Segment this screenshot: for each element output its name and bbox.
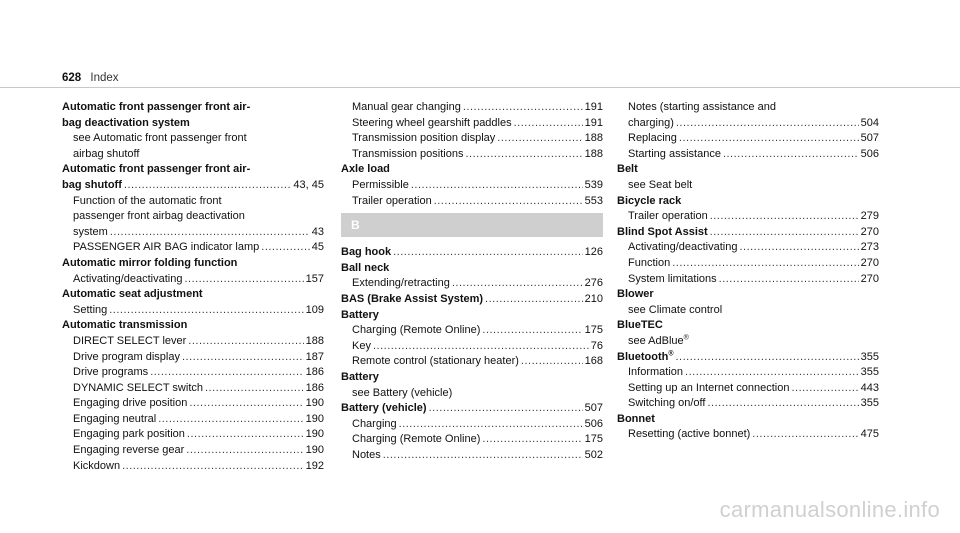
page-ref[interactable]: 43, 45 xyxy=(293,178,324,191)
section-label: Index xyxy=(90,72,119,84)
index-subentry[interactable]: Transmission position display ..... 188 xyxy=(341,131,603,147)
watermark-text: carmanualsonline.info xyxy=(719,497,940,522)
index-column-2 xyxy=(341,100,603,463)
page-ref[interactable]: 157 xyxy=(305,272,324,285)
subentry-list xyxy=(617,131,879,162)
index-entry[interactable]: Bluetooth® ..... 355 xyxy=(617,350,879,366)
subentry-text: Notes (starting assistance and xyxy=(628,101,776,113)
page-ref[interactable]: 188 xyxy=(584,132,603,145)
page-ref[interactable]: 355 xyxy=(860,350,879,363)
index-subentry[interactable]: System limitations ..... 270 xyxy=(617,272,879,288)
index-subentry[interactable]: Engaging reverse gear ..... 190 xyxy=(62,443,324,459)
page-ref[interactable]: 187 xyxy=(305,350,324,363)
index-subentry[interactable]: Trailer operation ..... 279 xyxy=(617,209,879,225)
index-subentry[interactable]: Charging (Remote Online) ..... 175 xyxy=(341,432,603,448)
index-subentry[interactable]: Notes ..... 502 xyxy=(341,448,603,464)
page-ref[interactable]: 210 xyxy=(584,292,603,305)
section-letter-b: B xyxy=(341,213,603,237)
index-subentry[interactable]: Setting ..... 109 xyxy=(62,303,324,319)
subentry-list xyxy=(341,417,603,464)
index-subentry[interactable]: charging) ..... 504 xyxy=(617,116,879,132)
index-subentry[interactable]: Replacing ..... 507 xyxy=(617,131,879,147)
page-ref[interactable]: 502 xyxy=(584,448,603,461)
see-reference: see Automatic front passenger front xyxy=(73,132,247,145)
page-ref[interactable]: 355 xyxy=(860,397,879,410)
index-subentry[interactable]: Engaging drive position ..... 190 xyxy=(62,396,324,412)
page-ref[interactable]: 175 xyxy=(584,433,603,446)
see-reference: see Climate control xyxy=(628,303,723,316)
index-subentry[interactable]: Engaging park position ..... 190 xyxy=(62,427,324,443)
index-subentry[interactable]: Manual gear changing ..... 191 xyxy=(341,100,603,116)
subentry-text: passenger front airbag deactivation xyxy=(73,210,245,223)
index-subentry[interactable]: DIRECT SELECT lever ..... 188 xyxy=(62,334,324,350)
entry-title: bag deactivation system xyxy=(62,116,190,129)
page-ref[interactable]: 126 xyxy=(584,246,603,259)
see-reference: see Battery (vehicle) xyxy=(352,386,453,399)
index-subentry[interactable]: Information ..... 355 xyxy=(617,365,879,381)
subentry-list xyxy=(62,334,324,474)
index-subentry[interactable]: Transmission positions ..... 188 xyxy=(341,147,603,163)
subentry-list xyxy=(341,178,603,209)
page-ref[interactable]: 270 xyxy=(860,272,879,285)
index-column-1 xyxy=(62,100,324,474)
entry-title: Bonnet xyxy=(617,412,655,425)
index-subentry[interactable]: Charging (Remote Online) ..... 175 xyxy=(341,323,603,339)
index-column-3 xyxy=(617,100,879,443)
index-subentry[interactable]: Permissible ..... 539 xyxy=(341,178,603,194)
see-reference: see AdBlue® xyxy=(628,334,689,347)
page-ref[interactable]: 186 xyxy=(305,366,324,379)
index-entry[interactable]: Battery (vehicle) ..... 507 xyxy=(341,401,603,417)
page-ref[interactable]: 186 xyxy=(305,381,324,394)
index-subentry[interactable]: Switching on/off ..... 355 xyxy=(617,396,879,412)
see-reference: see Seat belt xyxy=(628,178,693,191)
index-subentry[interactable]: Function ..... 270 xyxy=(617,256,879,272)
entry-title: Automatic front passenger front air- xyxy=(62,163,251,176)
entry-title: Ball neck xyxy=(341,261,390,274)
entry-title: Automatic seat adjustment xyxy=(62,288,203,301)
index-subentry[interactable]: Activating/deactivating ..... 273 xyxy=(617,240,879,256)
subentry-text: Function of the automatic front xyxy=(73,194,222,207)
index-entry[interactable]: Bag hook ..... 126 xyxy=(341,245,603,261)
entry-title: Automatic mirror folding function xyxy=(62,256,238,269)
index-subentry[interactable]: DYNAMIC SELECT switch ..... 186 xyxy=(62,381,324,397)
index-entry[interactable]: BAS (Brake Assist System) ..... 210 xyxy=(341,292,603,308)
page-ref[interactable]: 109 xyxy=(305,303,324,316)
page-ref[interactable]: 168 xyxy=(584,355,603,368)
page-ref[interactable]: 270 xyxy=(860,256,879,269)
page-ref[interactable]: 273 xyxy=(860,241,879,254)
entry-title: Battery xyxy=(341,370,379,383)
page-ref[interactable]: 506 xyxy=(584,417,603,430)
index-subentry[interactable]: Key ..... 76 xyxy=(341,339,603,355)
page-ref[interactable]: 45 xyxy=(311,241,324,254)
registered-mark: ® xyxy=(683,334,689,342)
entry-title: BlueTEC xyxy=(617,319,663,332)
page-ref[interactable]: 504 xyxy=(860,116,879,129)
index-subentry[interactable]: Drive programs ..... 186 xyxy=(62,365,324,381)
page-ref[interactable]: 475 xyxy=(860,428,879,441)
page-ref[interactable]: 188 xyxy=(584,147,603,160)
page-ref[interactable]: 443 xyxy=(860,381,879,394)
page-ref[interactable]: 190 xyxy=(305,428,324,441)
page-number: 628 xyxy=(62,72,82,84)
page-ref[interactable]: 270 xyxy=(860,225,879,238)
page-ref[interactable]: 191 xyxy=(584,101,603,113)
page-ref[interactable]: 175 xyxy=(584,324,603,337)
see-reference: airbag shutoff xyxy=(73,147,140,160)
page-ref[interactable]: 76 xyxy=(590,339,603,352)
entry-title: Belt xyxy=(617,163,638,176)
entry-title: Blower xyxy=(617,288,654,301)
page-ref[interactable]: 190 xyxy=(305,444,324,457)
subentry-list xyxy=(617,240,879,287)
page-ref[interactable]: 192 xyxy=(305,459,324,472)
page-ref[interactable]: 539 xyxy=(584,178,603,191)
index-subentry[interactable]: Extending/retracting ..... 276 xyxy=(341,276,603,292)
subentry-list xyxy=(617,365,879,412)
index-subentry[interactable]: Resetting (active bonnet) ..... 475 xyxy=(617,427,879,443)
index-subentry[interactable]: Kickdown ..... 192 xyxy=(62,459,324,475)
index-subentry[interactable]: Starting assistance ..... 506 xyxy=(617,147,879,163)
index-subentry[interactable]: PASSENGER AIR BAG indicator lamp ..... 45 xyxy=(62,240,324,256)
page-header xyxy=(62,72,119,84)
entry-title: Axle load xyxy=(341,163,390,176)
header-rule xyxy=(0,87,960,88)
subentry-list xyxy=(341,100,603,162)
index-subentry[interactable]: Steering wheel gearshift paddles ..... 191 xyxy=(341,116,603,132)
page-ref[interactable]: 507 xyxy=(860,132,879,145)
page-ref[interactable]: 190 xyxy=(305,412,324,425)
index-subentry[interactable]: Drive program display ..... 187 xyxy=(62,350,324,366)
page-ref[interactable]: 191 xyxy=(584,116,603,129)
index-subentry[interactable]: system ..... 43 xyxy=(62,225,324,241)
page-ref[interactable]: 276 xyxy=(584,277,603,290)
entry-title: Battery xyxy=(341,308,379,321)
index-subentry[interactable]: Charging ..... 506 xyxy=(341,417,603,433)
page-ref[interactable]: 43 xyxy=(311,225,324,238)
entry-title: Bicycle rack xyxy=(617,194,682,207)
page-ref[interactable]: 355 xyxy=(860,366,879,379)
page-ref[interactable]: 188 xyxy=(305,334,324,347)
index-subentry[interactable]: Engaging neutral ..... 190 xyxy=(62,412,324,428)
entry-title: bag shutoff xyxy=(62,178,122,191)
page-ref[interactable]: 279 xyxy=(860,210,879,223)
entry-title: Automatic front passenger front air- xyxy=(62,101,251,113)
index-subentry[interactable]: Setting up an Internet connection ..... 443 xyxy=(617,381,879,397)
registered-mark: ® xyxy=(668,349,674,357)
entry-title: Automatic transmission xyxy=(62,319,188,332)
index-entry[interactable] xyxy=(62,178,324,194)
page-ref[interactable]: 190 xyxy=(305,397,324,410)
index-subentry[interactable]: Remote control (stationary heater) ..... 168 xyxy=(341,354,603,370)
index-subentry[interactable]: Activating/deactivating ..... 157 xyxy=(62,272,324,288)
index-entry[interactable]: Blind Spot Assist ..... 270 xyxy=(617,225,879,241)
page-ref[interactable]: 506 xyxy=(860,147,879,160)
page-ref[interactable]: 507 xyxy=(584,402,603,415)
index-subentry[interactable]: Trailer operation ..... 553 xyxy=(341,194,603,210)
subentry-list xyxy=(341,323,603,370)
page-ref[interactable]: 553 xyxy=(584,194,603,207)
